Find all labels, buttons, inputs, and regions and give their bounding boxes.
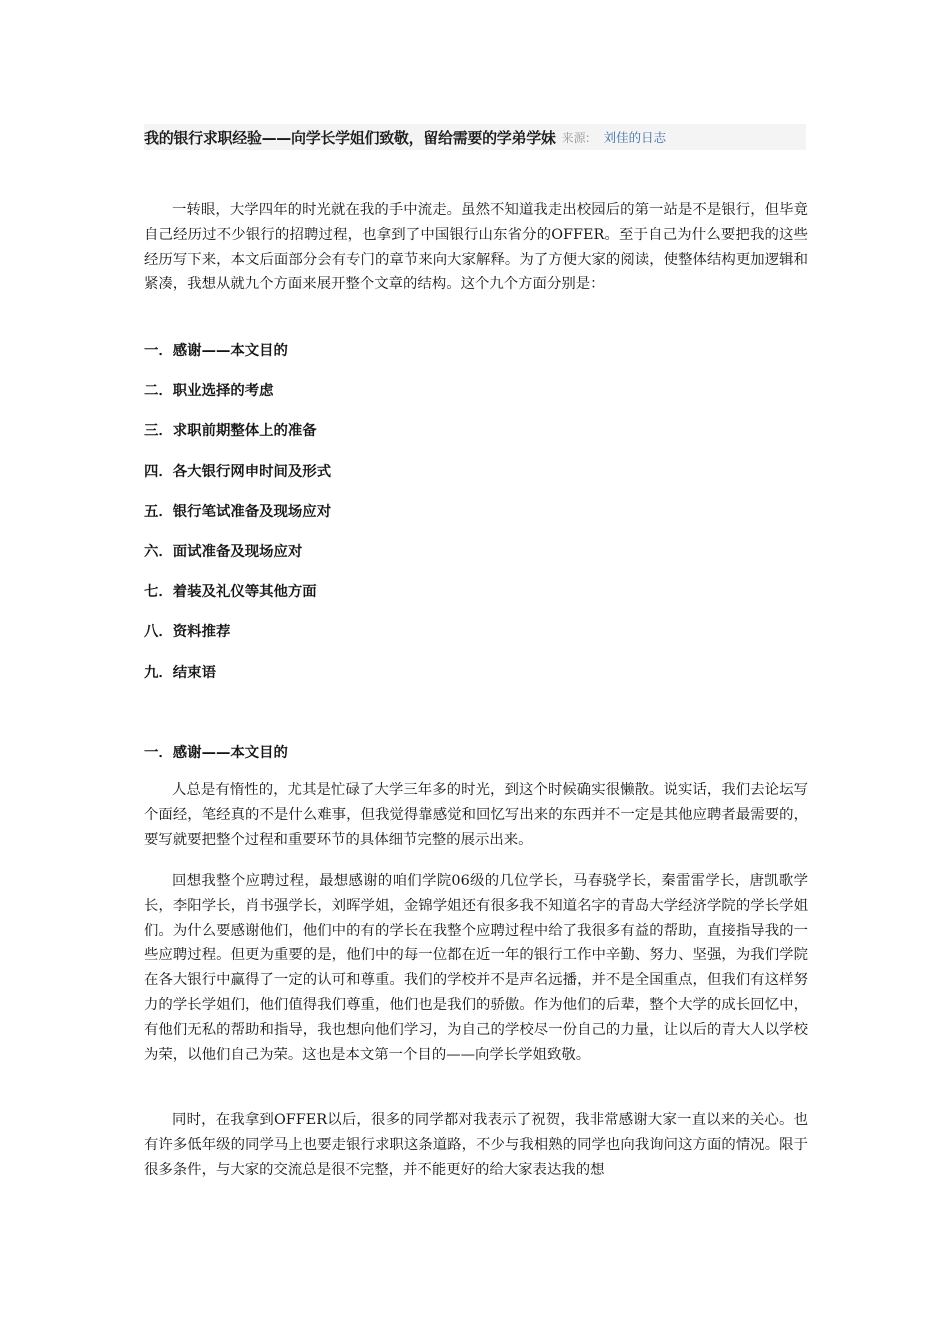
- article-title: 我的银行求职经验——向学长学姐们致敬，留给需要的学弟学妹: [144, 128, 556, 147]
- intro-paragraph: 一转眼，大学四年的时光就在我的手中流走。虽然不知道我走出校园后的第一站是不是银行，但毕竟自己经历过不少银行的招聘过程，也拿到了中国银行山东省分的OFFER。至于自己为什么要把我的这些经历写下来，本文后面部分会有专门的章节来向大家解释。为了方便大家的阅读，使整体结构更加逻辑和紧凑，我想从就九个方面来展开整个文章的结构。这个九个方面分别是：: [144, 202, 808, 293]
- toc-item: 四．各大银行网申时间及形式: [144, 464, 332, 480]
- toc-item: 七．着装及礼仪等其他方面: [144, 584, 317, 600]
- section-heading: 一．感谢——本文目的: [144, 745, 288, 761]
- toc-item: 一．感谢——本文目的: [144, 343, 288, 359]
- toc-item: 九．结束语: [144, 665, 216, 681]
- toc-item: 五．银行笔试准备及现场应对: [144, 504, 332, 520]
- source-label: 来源:: [561, 130, 590, 145]
- body-paragraph: 人总是有惰性的，尤其是忙碌了大学三年多的时光，到这个时候确实很懒散。说实话，我们去论坛写个面经，笔经真的不是什么难事，但我觉得靠感觉和回忆写出来的东西并不一定是其他应聘者最需要的，要写就要把整个过程和重要环节的具体细节完整的展示出来。: [144, 782, 808, 848]
- body-paragraph: 回想我整个应聘过程，最想感谢的咱们学院06级的几位学长，马春骁学长，秦雷雷学长，唐凯歌学长，李阳学长，肖书强学长，刘晖学姐，金锦学姐还有很多我不知道名字的青岛大学经济学院的学长学姐们。为什么要感谢他们，他们中的有的学长在我整个应聘过程中给了我很多有益的帮助，直接指导我的一些应聘过程。但更为重要的是，他们中的每一位都在近一年的银行工作中辛勤、努力、坚强，为我们学院在各大银行中赢得了一定的认可和尊重。我们的学校并不是声名远播，并不是全国重点，但我们有这样努力的学长学姐们，他们值得我们尊重，他们也是我们的骄傲。作为他们的后辈，整个大学的成长回忆中，有他们无私的帮助和指导，我也想向他们学习，为自己的学校尽一份自己的力量，让以后的青大人以学校为荣，以他们自己为荣。这也是本文第一个目的——向学长学姐致敬。: [144, 873, 808, 1063]
- toc-item: 三．求职前期整体上的准备: [144, 423, 317, 439]
- body-paragraph: 同时，在我拿到OFFER以后，很多的同学都对我表示了祝贺，我非常感谢大家一直以来的关心。也有许多低年级的同学马上也要走银行求职这条道路，不少与我相熟的同学也向我询问这方面的情况。限于很多条件，与大家的交流总是很不完整，并不能更好的给大家表达我的想: [144, 1112, 808, 1178]
- toc-item: 六．面试准备及现场应对: [144, 544, 303, 560]
- source-author-link[interactable]: 刘佳的日志: [603, 130, 667, 145]
- toc-item: 二．职业选择的考虑: [144, 383, 274, 399]
- toc-item: 八．资料推荐: [144, 624, 231, 640]
- article-title-bar: [144, 124, 806, 150]
